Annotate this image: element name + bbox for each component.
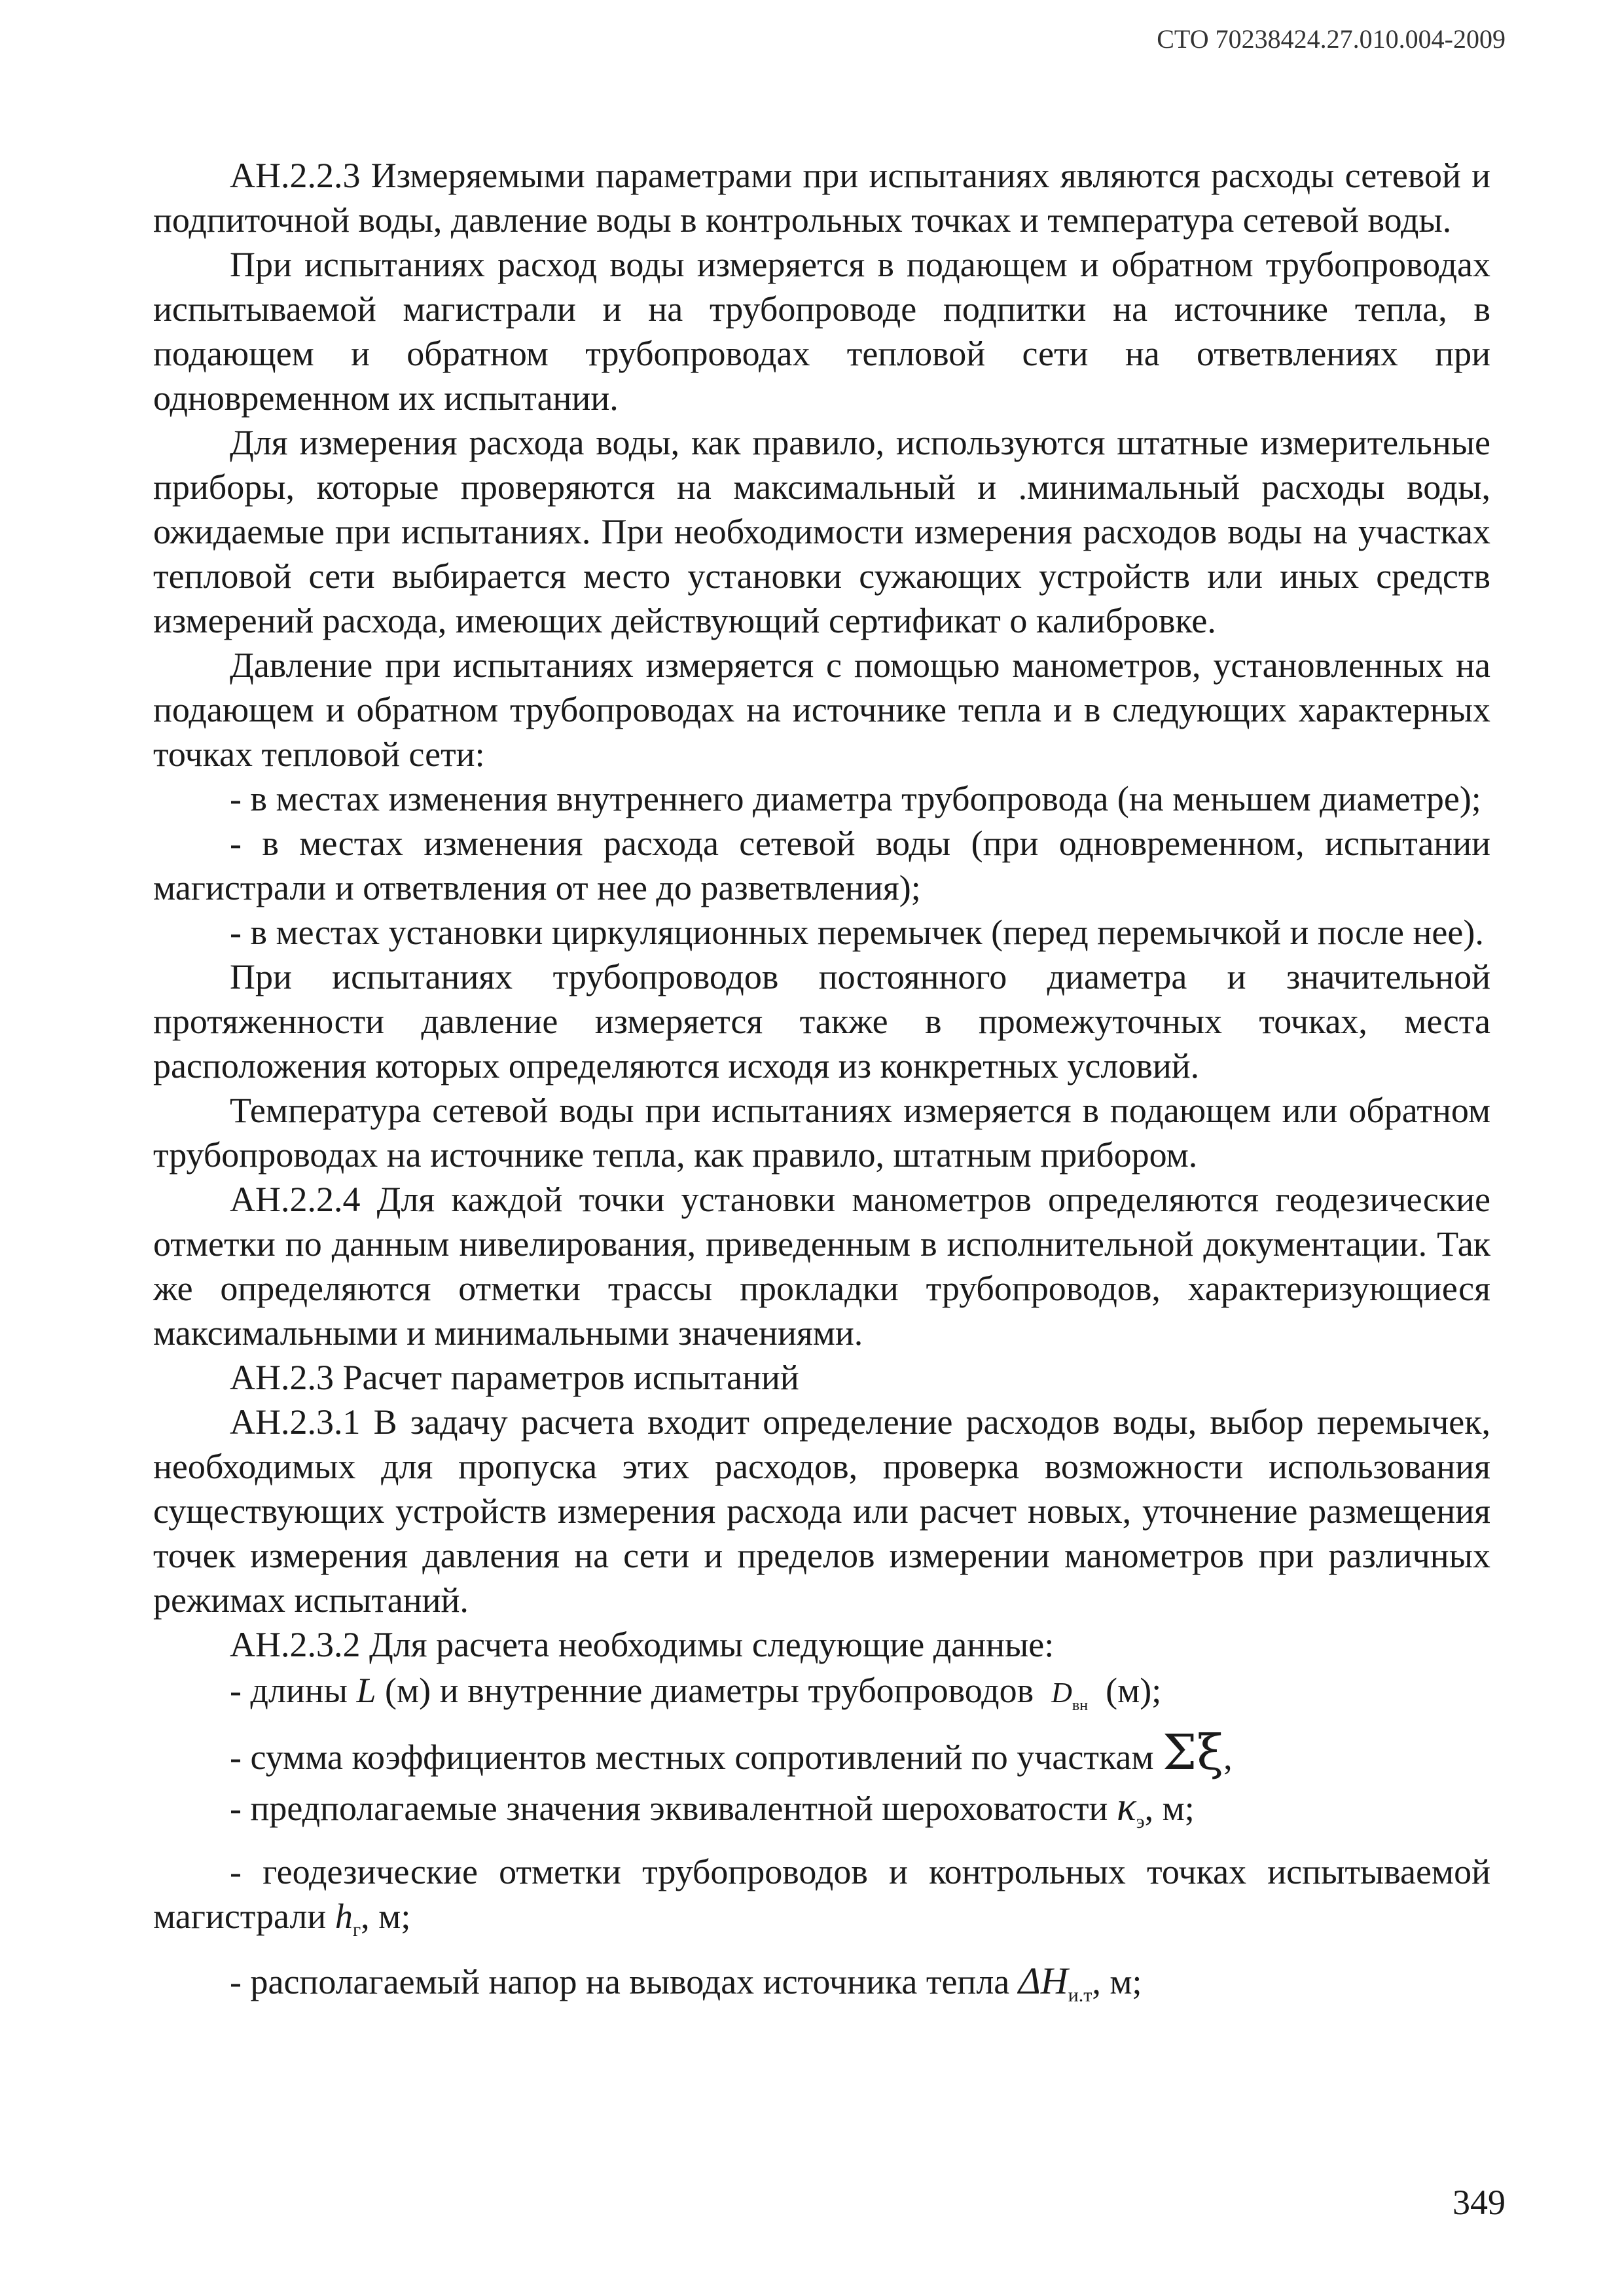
paragraph: АН.2.3.2 Для расчета необходимы следующие данные: (230, 1625, 1055, 1664)
list-dash: - (230, 779, 242, 818)
list-item: - в местах установки циркуляционных перемычек (перед перемычкой и после нее). (230, 913, 1484, 952)
paragraph: При испытаниях расход воды измеряется в подающем и обратном трубопроводах испытываемой магистрали и на трубопроводе подпитки на источнике тепла, в подающем и обратном трубопроводах тепловой сети на ответвлениях при одновременном их испытании. (153, 245, 1490, 418)
var-kappa: $\kappa_э$ (1116, 1785, 1145, 1832)
paragraph: При испытаниях трубопроводов постоянного диаметра и значительной протяженности давление измеряется также в промежуточных точках, места расположения которых определяются исходя из конкретных условий. (153, 957, 1490, 1085)
list-item-roughness: - предполагаемые значения эквивалентной шероховатости $\kappa_э$, м; (230, 1785, 1195, 1832)
list-item: - в местах изменения расхода сетевой воды (при одновременном, испытании магистрали и ответвления от нее до разветвления); (153, 824, 1491, 907)
var-h: $h_г$ (334, 1897, 361, 1941)
paragraph: АН.2.3.1 В задачу расчета входит определение расходов воды, выбор перемычек, необходимых для пропуска этих расходов, проверка возможности использования существующих устройств измерения расхода или расчет новых, уточнение размещения точек измерения давления на сети и пределов измерении манометров при различных режимах испытаний. (153, 1402, 1490, 1620)
list-item-lengths-diameters: - длины L (м) и внутренние диаметры трубопроводов $D_{вн}$ (м); (230, 1671, 1162, 1714)
document-body (153, 153, 1490, 2018)
list-dash: - (230, 913, 242, 952)
paragraph: Для измерения расхода воды, как правило, используются штатные измерительные приборы, которые проверяются на максимальный и .минимальный расходы воды, ожидаемые при испытаниях. При необходимости измерения расходов воды на участках тепловой сети выбирается место установки сужающих устройств или иных средств измерений расхода, имеющих действующий сертификат о калибровке. (153, 423, 1490, 640)
var-delta-h: $\Delta H_{и.т}$ (1018, 1959, 1092, 2006)
paragraph: АН.2.2.3 Измеряемыми параметрами при испытаниях являются расходы сетевой и подпиточной воды, давление воды в контрольных точках и температура сетевой воды. (153, 156, 1490, 240)
paragraph: АН.2.2.4 Для каждой точки установки манометров определяются геодезические отметки по данным нивелирования, приведенным в исполнительной документации. Так же определяются отметки трассы прокладки трубопроводов, характеризующиеся максимальными и минимальными значениями. (153, 1180, 1490, 1353)
document-code-header: СТО 70238424.27.010.004-2009 (1157, 24, 1506, 54)
sum-xi-symbol: Σξ (1163, 1724, 1224, 1781)
paragraph: Температура сетевой воды при испытаниях измеряется в подающем или обратном трубопроводах на источнике тепла, как правило, штатным прибором. (153, 1091, 1490, 1175)
page-number: 349 (1453, 2183, 1506, 2222)
list-item-geodetic: - геодезические отметки трубопроводов и контрольных точках испытываемой магистрали $h_г$, м; (153, 1852, 1491, 1941)
section-heading: АН.2.3 Расчет параметров испытаний (230, 1358, 799, 1397)
list-item: - в местах изменения внутреннего диаметра трубопровода (на меньшем диаметре); (230, 779, 1481, 818)
list-item-local-resistance: - сумма коэффициентов местных сопротивлений по участкам Σξ, (230, 1724, 1233, 1781)
list-dash: - (230, 824, 242, 863)
var-diameter: $D_{вн}$ (1051, 1677, 1089, 1714)
var-length: L (356, 1671, 376, 1710)
paragraph: Давление при испытаниях измеряется с помощью манометров, установленных на подающем и обратном трубопроводах на источнике тепла и в следующих характерных точках тепловой сети: (153, 646, 1490, 774)
list-item-available-head: - располагаемый напор на выводах источника тепла $\Delta H_{и.т}$, м; (230, 1959, 1142, 2006)
